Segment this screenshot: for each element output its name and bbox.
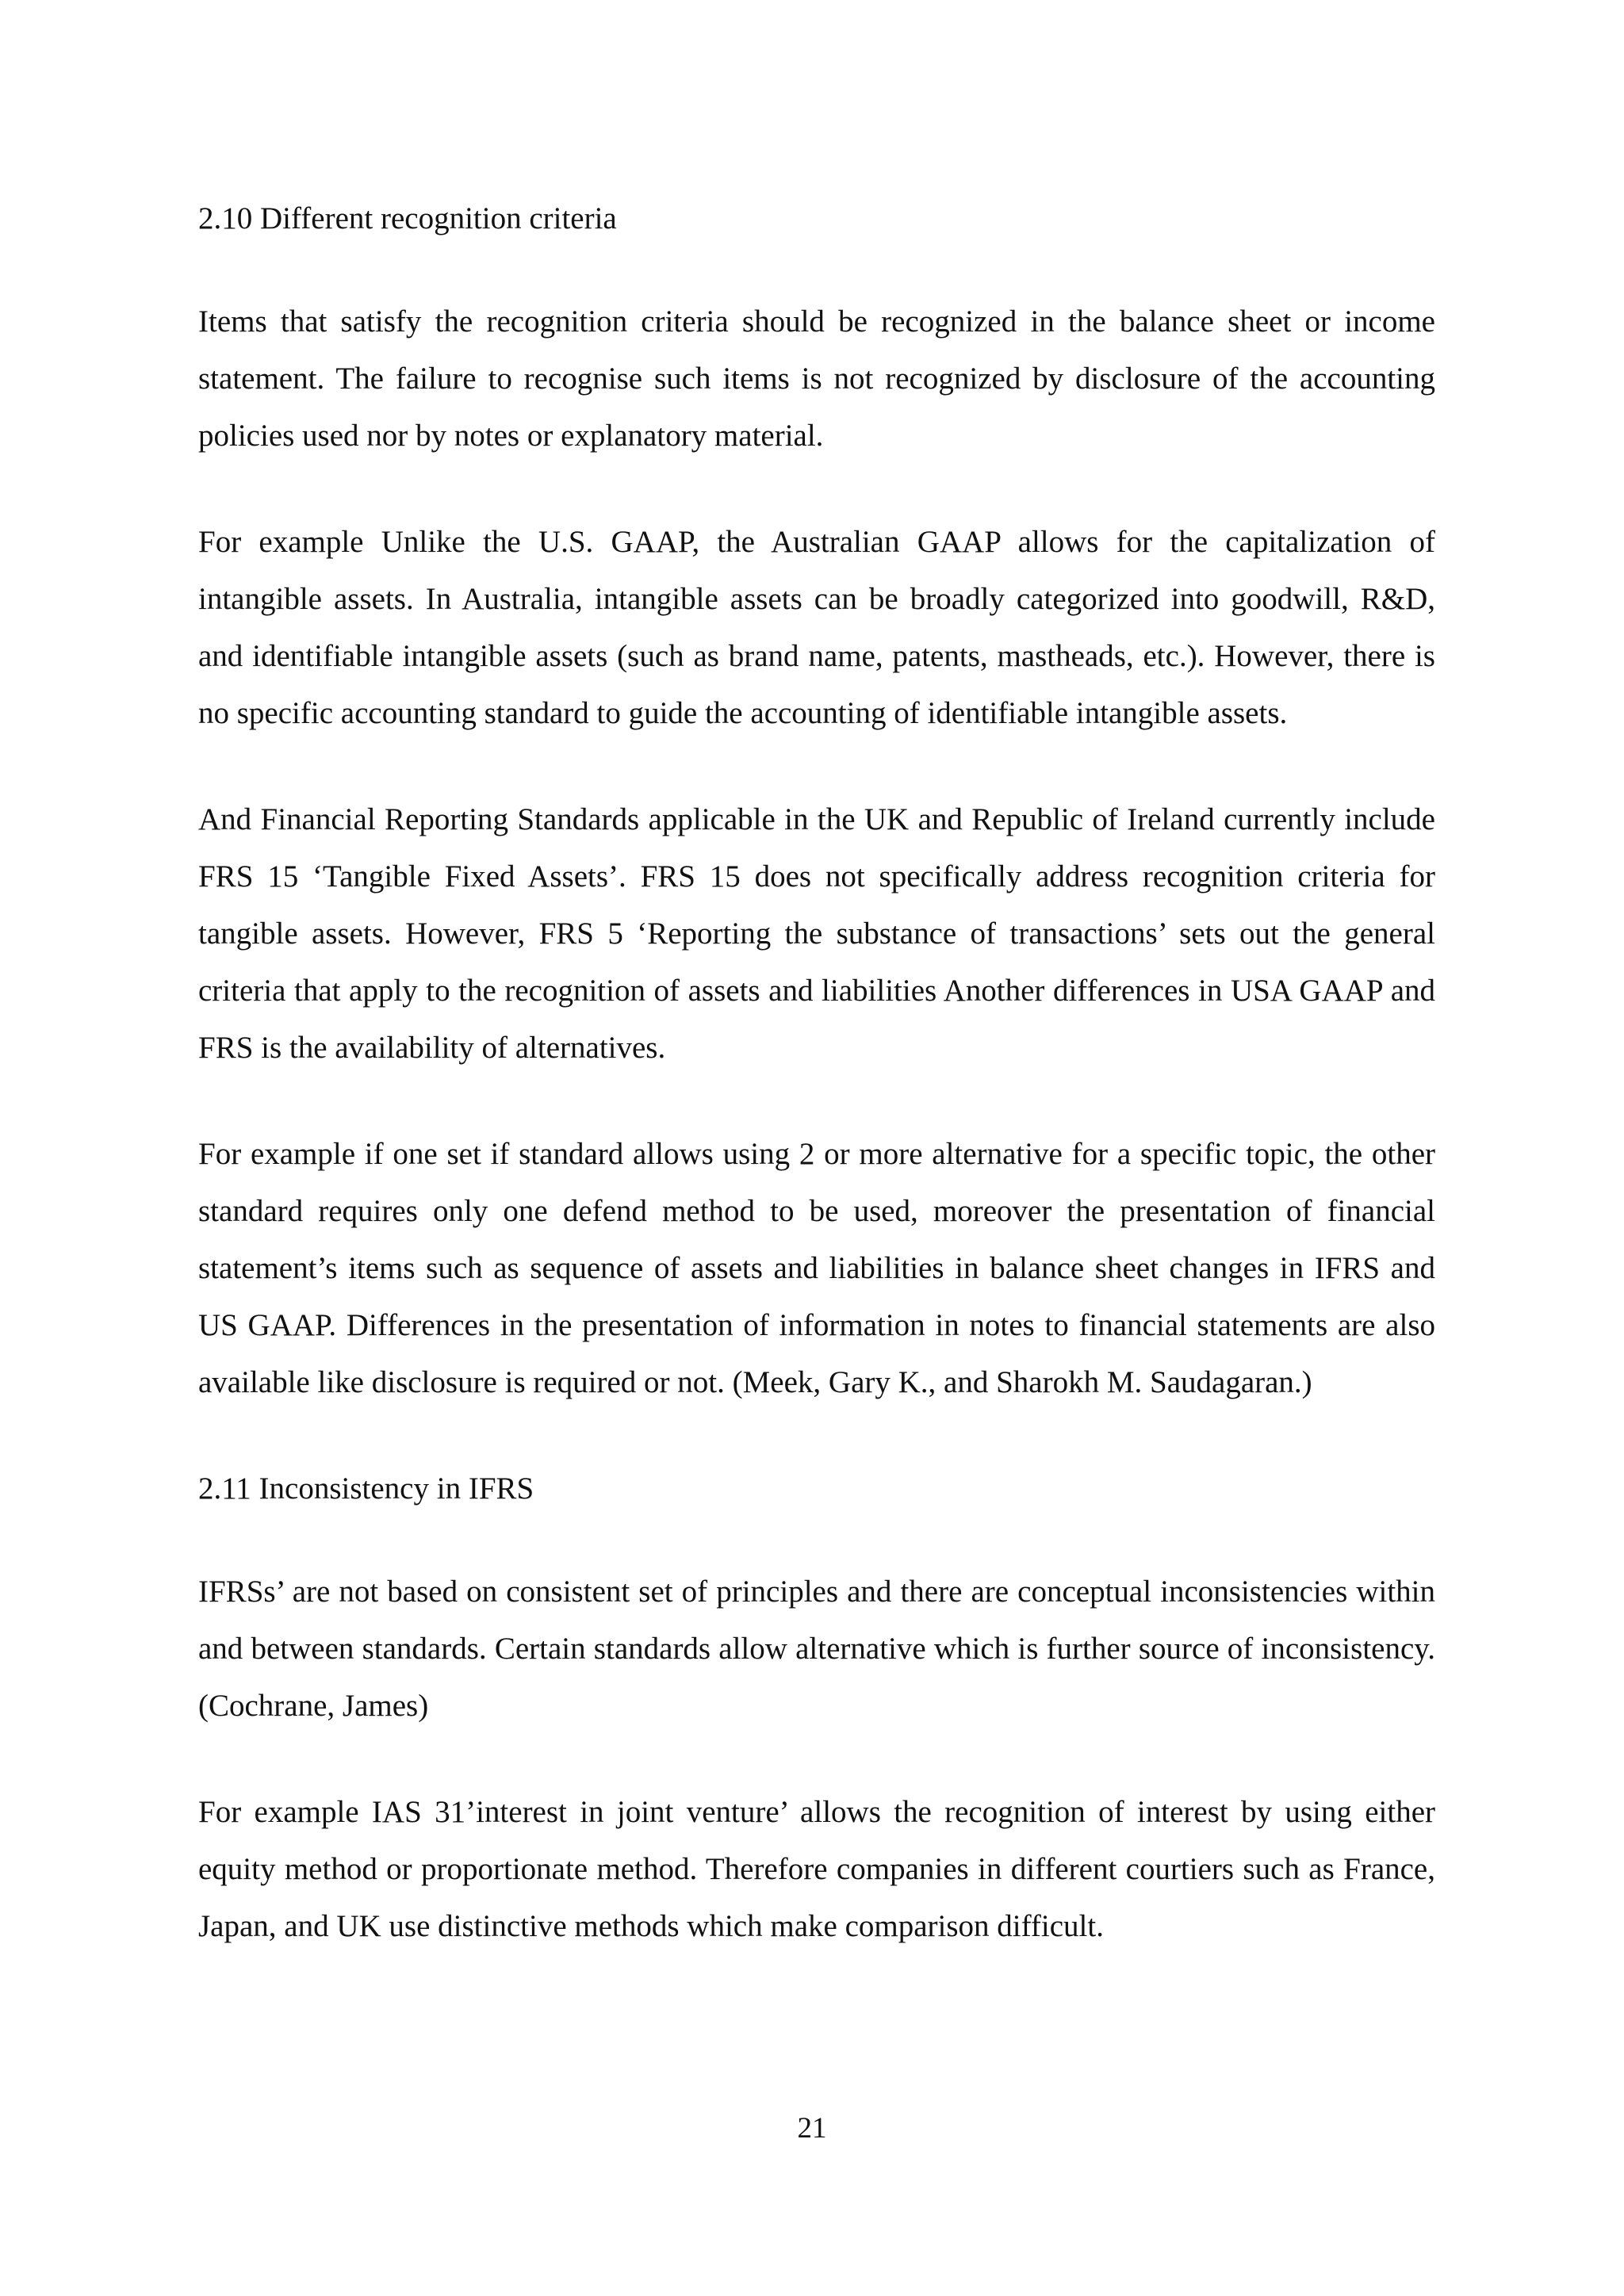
page-content: [198, 190, 1435, 1955]
paragraph-recognition-criteria: Items that satisfy the recognition criteria should be recognized in the balance sheet or income statement. The failure to recognise such items is not recognized by disclosure of the accounting policies used nor by notes or explanatory material.: [198, 304, 1435, 453]
page-number: 21: [797, 2112, 827, 2145]
section-heading-2-10: 2.10 Different recognition criteria: [198, 201, 617, 235]
section-heading-2-11: 2.11 Inconsistency in IFRS: [198, 1471, 534, 1506]
paragraph-frs-standards: And Financial Reporting Standards applicable in the UK and Republic of Ireland currently include FRS 15 ‘Tangible Fixed Assets’. FRS 15 does not specifically address recognition criteria for tangible assets. However, FRS 5 ‘Reporting the substance of transactions’ sets out the general criteria that apply to the recognition of assets and liabilities Another differences in USA GAAP and FRS is the availability of alternatives.: [198, 802, 1435, 1065]
paragraph-alternatives: For example if one set if standard allows using 2 or more alternative for a specific topic, the other standard requires only one defend method to be used, moreover the presentation of financial statement’s items such as sequence of assets and liabilities in balance sheet changes in IFRS and US GAAP. Differences in the presentation of information in notes to financial statements are also available like disclosure is required or not. (Meek, Gary K., and Sharokh M. Saudagaran.): [198, 1137, 1435, 1399]
paragraph-ifrs-inconsistency: IFRSs’ are not based on consistent set of principles and there are conceptual inconsistencies within and between standards. Certain standards allow alternative which is further source of inconsistency. (Cochrane, James): [198, 1575, 1435, 1723]
paragraph-ias-31: For example IAS 31’interest in joint venture’ allows the recognition of interest by using either equity method or proportionate method. Therefore companies in different courtiers such as France, Japan, and UK use distinctive methods which make comparison difficult.: [198, 1795, 1435, 1943]
paragraph-australian-gaap: For example Unlike the U.S. GAAP, the Australian GAAP allows for the capitalization of intangible assets. In Australia, intangible assets can be broadly categorized into goodwill, R&D, and identifiable intangible assets (such as brand name, patents, mastheads, etc.). However, there is no specific accounting standard to guide the accounting of identifiable intangible assets.: [198, 525, 1435, 730]
